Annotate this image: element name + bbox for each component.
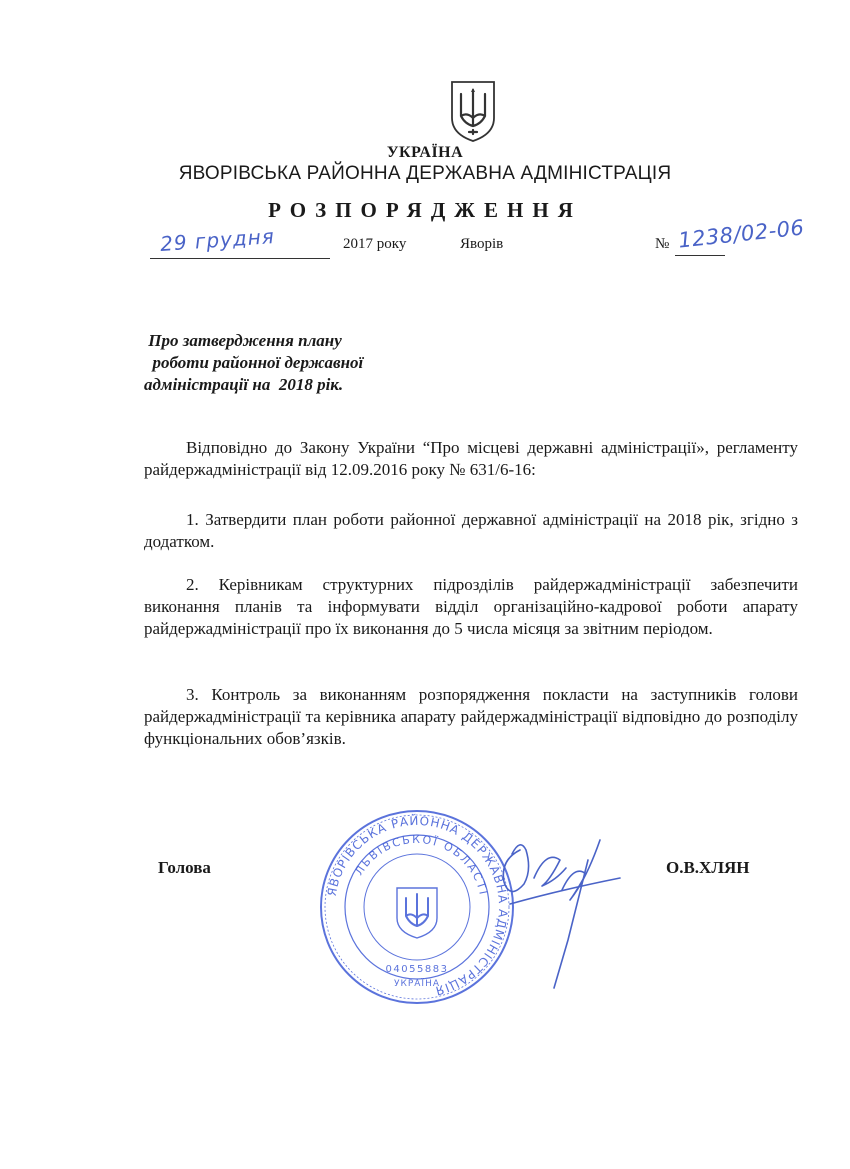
seal-inner-text: ЛЬВІВСЬКОЇ ОБЛАСТІ bbox=[352, 832, 491, 898]
seal-outer-text: ЯВОРІВСЬКА РАЙОННА ДЕРЖАВНА АДМІНІСТРАЦІЯ bbox=[324, 813, 511, 999]
subject-line: роботи районної державної bbox=[144, 353, 364, 372]
document-type: РОЗПОРЯДЖЕННЯ bbox=[268, 198, 582, 222]
official-seal-icon bbox=[318, 808, 516, 1006]
number-label: № bbox=[655, 236, 670, 252]
paragraph-item-1: 1. Затвердити план роботи районної державної адміністрації на 2018 рік, згідно з додатком. bbox=[144, 510, 798, 551]
paragraph-item-3: 3. Контроль за виконанням розпорядження покласти на заступників голови райдержадміністрації та керівника апарату райдержадміністрації відповідно до розподілу функціональних обов’язків. bbox=[144, 685, 798, 748]
administration-name: ЯВОРІВСЬКА РАЙОННА ДЕРЖАВНА АДМІНІСТРАЦІЯ bbox=[178, 163, 672, 184]
document-year: 2017 року bbox=[343, 236, 407, 252]
handwritten-date: 29 грудня bbox=[159, 224, 276, 256]
paragraph-basis: Відповідно до Закону України “Про місцеві державні адміністрації», регламенту райдержадміністрації від 12.09.2016 року № 631/6-16: bbox=[144, 438, 798, 479]
document-subject bbox=[144, 330, 363, 396]
handwritten-number: 1238/02-06 bbox=[677, 215, 806, 253]
subject-line: Про затвердження плану bbox=[144, 331, 342, 350]
seal-country: УКРАЇНА bbox=[393, 979, 441, 989]
signatory-title: Голова bbox=[158, 858, 211, 877]
document-place: Яворів bbox=[460, 236, 504, 252]
signatory-name: О.В.ХЛЯН bbox=[666, 858, 750, 877]
seal-code: 04055883 bbox=[385, 964, 449, 975]
handwritten-signature-icon bbox=[490, 820, 630, 990]
paragraph-item-2: 2. Керівникам структурних підрозділів райдержадміністрації забезпечити виконання планів та інформувати відділ організаційно-кадрової роботи апарату райдержадміністрації про їх виконання до 5 числа місяця за звітним періодом. bbox=[144, 575, 798, 638]
trident-icon bbox=[448, 78, 498, 144]
subject-line: адміністрації на 2018 рік. bbox=[144, 375, 344, 394]
country-name: УКРАЇНА bbox=[386, 144, 464, 161]
